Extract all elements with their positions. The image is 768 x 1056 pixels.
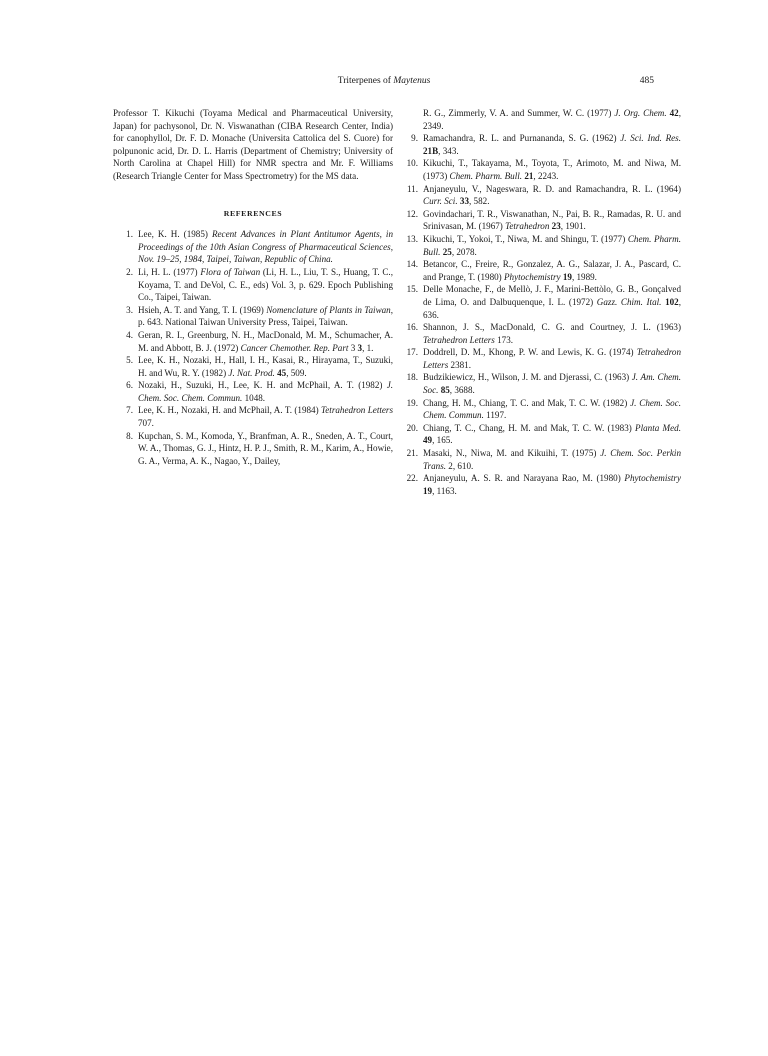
reference-item <box>398 346 681 371</box>
reference-volume: 3 <box>357 342 363 353</box>
reference-volume: 49 <box>423 435 433 446</box>
reference-item <box>398 397 681 422</box>
reference-item <box>113 354 393 379</box>
reference-text: Geran, R. I., Greenburg, N. H., MacDonald, M. M., Schumacher, A. M. and Abbott, B. J. (1972) <box>138 329 393 353</box>
reference-text: Betancor, C., Freire, R., Gonzalez, A. G., Salazar, J. A., Pascard, C. and Prange, T. (1980) <box>423 259 681 282</box>
reference-item <box>113 404 393 429</box>
reference-text: Anjaneyulu, A. S. R. and Narayana Rao, M. (1980) <box>423 473 625 484</box>
reference-number: 18. <box>406 372 418 383</box>
reference-number: 4. <box>126 329 133 340</box>
reference-text: Kikuchi, T., Yokoi, T., Niwa, M. and Shingu, T. (1977) <box>423 233 628 244</box>
reference-number: 9. <box>411 133 418 144</box>
reference-number: 17. <box>406 347 418 358</box>
reference-number: 6. <box>126 380 133 391</box>
reference-text: 1048. <box>242 392 266 403</box>
reference-italic-text: J. Org. Chem. <box>614 108 667 118</box>
reference-volume: 19 <box>423 485 433 496</box>
reference-text: Lee, K. H., Nozaki, H. and McPhail, A. T. (1984) <box>138 405 322 416</box>
reference-text: 2381. <box>448 359 471 370</box>
reference-volume: 102 <box>665 296 679 307</box>
reference-italic-text: J. Chem. Soc. Chem. Commun. <box>423 397 682 421</box>
reference-text: 3 <box>348 342 358 353</box>
reference-text: , p. 643. National Taiwan University Press, Taipei, Taiwan. <box>138 304 394 328</box>
reference-item <box>398 283 681 321</box>
reference-italic-text: J. Chem. Soc. Chem. Commun. <box>138 380 393 403</box>
reference-number: 20. <box>406 422 418 433</box>
reference-text: , 582. <box>469 196 490 207</box>
reference-italic-text: Recent Advances in Plant Antitumor Agents, in Proceedings of the 10th Asian Congress of Pharmaceutical Sciences, Nov. 19–25, 1984, Taipei, Taiwan, Republic of China. <box>138 229 394 265</box>
reference-item <box>113 379 393 404</box>
reference-volume: 19 <box>562 271 572 282</box>
running-title-genus: Maytenus <box>393 76 431 86</box>
reference-number: 8. <box>126 430 133 441</box>
reference-item <box>398 321 681 346</box>
reference-number: 11. <box>406 183 418 194</box>
reference-text: , 1. <box>362 342 374 353</box>
reference-text: Budzikiewicz, H., Wilson, J. M. and Djerassi, C. (1963) <box>423 372 632 383</box>
reference-item <box>113 304 393 329</box>
reference-italic-text: Chem. Pharm. Bull. <box>449 170 523 181</box>
reference-number: 7. <box>126 405 133 416</box>
reference-text: Anjaneyulu, V., Nageswara, R. D. and Ramachandra, R. L. (1964) <box>423 183 681 194</box>
reference-text: , 2243. <box>533 170 559 181</box>
reference-item <box>398 447 681 472</box>
right-column <box>398 107 681 497</box>
reference-list-left <box>113 228 393 467</box>
reference-item <box>398 258 681 283</box>
reference-italic-text: Nomenclature of Plants in Taiwan <box>266 304 391 315</box>
reference-italic-text: Chem. Pharm. Bull. <box>423 233 682 257</box>
reference-item <box>398 208 681 233</box>
reference-italic-text: Tetrahedron Letters <box>423 347 681 370</box>
reference-text: 173. <box>494 334 514 345</box>
reference-text: , 2078. <box>451 246 477 257</box>
reference-text: Chiang, T. C., Chang, H. M. and Mak, T. C. W. (1983) <box>423 422 636 433</box>
reference-item <box>113 430 393 468</box>
references-heading: REFERENCES <box>223 208 283 218</box>
reference-italic-text: Planta Med. <box>635 422 681 433</box>
reference-item <box>398 107 681 132</box>
reference-text: Masaki, N., Niwa, M. and Kikuihi, T. (1975) <box>423 448 601 459</box>
running-title: Triterpenes of Maytenus <box>337 76 431 86</box>
reference-number: 1. <box>126 229 133 240</box>
reference-italic-text: J. Sci. Ind. Res. <box>620 133 681 144</box>
reference-italic-text: Curr. Sci. <box>423 196 458 207</box>
reference-text: 2, 610. <box>446 460 474 471</box>
reference-number: 16. <box>406 322 418 333</box>
reference-text: Shannon, J. S., MacDonald, C. G. and Courtney, J. L. (1963) <box>423 322 681 333</box>
acknowledgement-paragraph: Professor T. Kikuchi (Toyama Medical and Pharmaceutical University, Japan) for pachysonol, Dr. N. Viswanathan (CIBA Research Center, India) for canophyllol, Dr. F. D. Monache (Universita Cattolica del S. Cuore) for polpunonic acid, Dr. D. L. Harris (Department of Chemistry; University of North Carolina at Chapel Hill) for NMR spectra and Mr. F. Williams (Research Triangle Center for Mass Spectrometry) for the MS data. <box>113 108 393 181</box>
reference-volume: 45 <box>277 367 287 378</box>
reference-item <box>398 422 681 447</box>
reference-volume: 21B <box>423 145 439 156</box>
reference-text: Hsieh, A. T. and Yang, T. I. (1969) <box>138 304 267 315</box>
reference-volume: 33 <box>459 196 469 207</box>
reference-text: Nozaki, H., Suzuki, H., Lee, K. H. and McPhail, A. T. (1982) <box>138 380 387 391</box>
running-header <box>0 76 768 90</box>
reference-text: Chang, H. M., Chiang, T. C. and Mak, T. C. W. (1982) <box>423 397 631 408</box>
reference-text: (Li, H. L., Liu, T. S., Huang, T. C., Koyama, T. and DeVol, C. E., eds) Vol. 3, p. 629. Epoch Publishing Co., Taipei, Taiwan. <box>138 266 393 303</box>
reference-text: , 2349. <box>423 108 681 131</box>
reference-italic-text: J. Nat. Prod. <box>228 367 275 378</box>
reference-number: 2. <box>126 266 133 277</box>
reference-text: , 509. <box>286 367 307 378</box>
reference-item <box>113 266 393 304</box>
reference-number: 10. <box>406 158 418 169</box>
reference-number: 15. <box>406 284 418 295</box>
reference-text: Delle Monache, F., de Mellò, J. F., Marini-Bettòlo, G. B., Gonçalved de Lima, O. and Dalbuquenque, I. L. (1972) <box>423 284 681 307</box>
reference-text: 707. <box>138 418 154 429</box>
reference-number: 13. <box>406 233 418 244</box>
page-number: 485 <box>639 76 654 86</box>
reference-italic-text: Tetrahedron Letters <box>321 405 393 416</box>
reference-volume: 23 <box>551 221 561 232</box>
reference-number: 5. <box>126 355 133 366</box>
reference-number: 22. <box>406 473 418 484</box>
reference-list-right <box>398 107 681 497</box>
reference-volume: 21 <box>524 170 534 181</box>
reference-italic-text: Tetrahedron Letters <box>423 334 495 345</box>
reference-italic-text: Phytochemistry <box>624 473 681 484</box>
reference-text: Govindachari, T. R., Viswanathan, N., Pai, B. R., Ramadas, R. U. and Srinivasan, M. (1967) <box>423 208 681 232</box>
reference-text: R. G., Zimmerly, V. A. and Summer, W. C. (1977) <box>423 108 615 118</box>
reference-text: , 343. <box>438 145 459 156</box>
reference-text: Kupchan, S. M., Komoda, Y., Branfman, A. R., Sneden, A. T., Court, W. A., Thomas, G. J., Hintz, H. P. J., Smith, R. M., Karim, A., Howie, G. A., Verma, A. K., Nagao, Y., Dailey, <box>138 430 393 466</box>
reference-italic-text: J. Chem. Soc. Perkin Trans. <box>423 448 681 471</box>
reference-volume: 25 <box>442 246 452 257</box>
reference-text: , 1989. <box>571 271 597 282</box>
reference-number: 21. <box>406 448 418 459</box>
reference-item <box>398 371 681 396</box>
reference-item <box>398 472 681 497</box>
reference-italic-text: Phytochemistry <box>503 271 561 282</box>
reference-text: Kikuchi, T., Takayama, M., Toyota, T., Arimoto, M. and Niwa, M. (1973) <box>423 158 681 181</box>
reference-italic-text: Gazz. Chim. Ital. <box>596 296 662 307</box>
reference-item <box>398 132 681 157</box>
reference-text: , 1901. <box>560 221 586 232</box>
reference-text: , 636. <box>423 296 681 320</box>
reference-item <box>113 228 393 266</box>
reference-text: Lee, K. H. (1985) <box>138 229 212 240</box>
reference-number: 12. <box>406 208 418 219</box>
reference-item <box>113 329 393 354</box>
reference-text: Lee, K. H., Nozaki, H., Hall, I. H., Kasai, R., Hirayama, T., Suzuki, H. and Wu, R. Y. (1982) <box>138 355 393 378</box>
reference-item <box>398 233 681 258</box>
reference-italic-text: Flora of Taiwan <box>200 266 261 277</box>
reference-text: 1197. <box>483 410 507 421</box>
reference-volume: 42 <box>669 108 679 118</box>
reference-italic-text: Cancer Chemother. Rep. Part <box>240 342 349 353</box>
left-column <box>113 107 393 467</box>
reference-text: , 3688. <box>449 385 475 396</box>
reference-text: , 165. <box>432 435 453 446</box>
reference-text: Li, H. L. (1977) <box>138 266 201 277</box>
reference-item <box>398 157 681 182</box>
reference-text: Doddrell, D. M., Khong, P. W. and Lewis, K. G. (1974) <box>423 347 637 358</box>
reference-volume: 85 <box>440 385 450 396</box>
reference-text: , 1163. <box>432 485 457 496</box>
reference-item <box>398 183 681 208</box>
reference-number: 19. <box>406 397 418 408</box>
reference-italic-text: J. Am. Chem. Soc. <box>423 372 681 396</box>
reference-text: Ramachandra, R. L. and Purnananda, S. G. (1962) <box>423 133 621 144</box>
reference-italic-text: Tetrahedron <box>505 221 550 232</box>
reference-number: 3. <box>126 304 133 315</box>
reference-number: 14. <box>406 259 418 270</box>
